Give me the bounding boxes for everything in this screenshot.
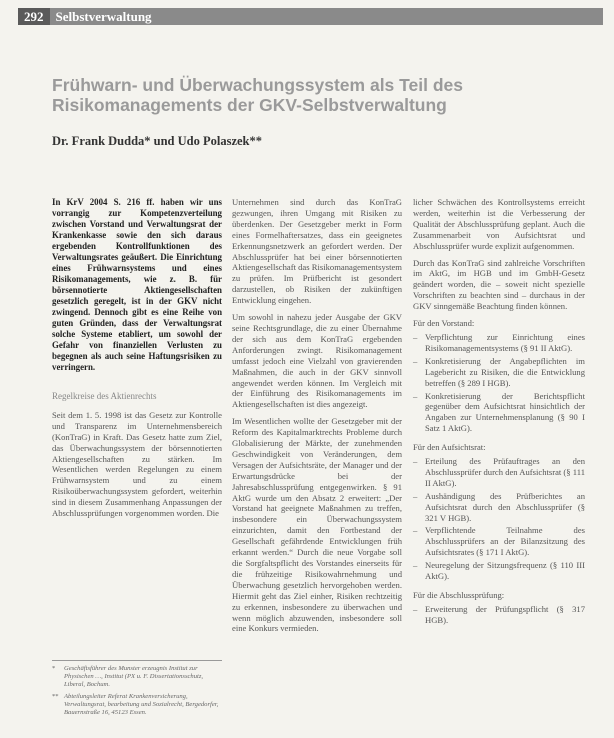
list-item: – Erweiterung der Prüfungspflicht (§ 317 HGB). bbox=[413, 604, 585, 626]
list-item: – Konkretisierung der Angabepflichten im Lagebericht zu Risiken, die die Entwicklung betreffen (§ 289 I HGB). bbox=[413, 356, 585, 389]
list-item: – Konkretisierung der Berichtspflicht gegenüber dem Aufsichtsrat hinsichtlich der Angaben zur Unternehmensplanung (§ 90 I Satz 1 AktG). bbox=[413, 391, 585, 435]
list-item: – Verpflichtung zur Einrichtung eines Risikomanagementsystems (§ 91 II AktG). bbox=[413, 332, 585, 354]
article-title: Frühwarn- und Überwachungssystem als Teil des Risikomanagements der GKV-Selbstverwaltung bbox=[52, 75, 464, 115]
list-label: Für die Abschlussprüfung: bbox=[413, 590, 505, 600]
column-3 bbox=[413, 197, 585, 634]
footnote-marker: ** bbox=[52, 692, 59, 700]
paragraph: licher Schwächen des Kontrollsystems erreicht werden, weiterhin ist die Verbesserung der Qualität der Abschlussprüfung geplant. Auch die Zusammenarbeit von Aufsichtsrat und Abschlussprüfer wurde explizit aufgenommen. bbox=[413, 197, 585, 251]
article-authors: Dr. Frank Dudda* und Udo Polaszek** bbox=[52, 134, 263, 148]
section-title: Selbstverwaltung bbox=[55, 8, 152, 24]
footnote-marker: * bbox=[52, 665, 56, 672]
list-item: – Verpflichtende Teilnahme des Abschlussprüfers an der Bilanzsitzung des Aufsichtsrates (§ 171 I AktG). bbox=[413, 525, 585, 558]
paragraph: Durch das KonTraG sind zahlreiche Vorschriften im AktG, im HGB und im GmbH-Gesetz geändert worden, die – soweit nicht spezielle Vorschriften zu beachten sind – durchaus in der GKV sinngemäße Beachtung finden können. bbox=[413, 257, 585, 312]
subheading: Regelkreise des Aktienrechts bbox=[52, 391, 157, 401]
footnote-text: Abteilungsleiter Referat Krankenversicherung, Verwaltungsrat, bearbeitung und Sozialrecht, Bergedorfer, Bauernstraße 16, 45123 Essen. bbox=[64, 692, 219, 717]
footnotes bbox=[52, 660, 222, 720]
list-item: – Neuregelung der Sitzungsfrequenz (§ 110 III AktG). bbox=[413, 560, 585, 582]
footnote bbox=[52, 693, 222, 718]
aufsichtsrat-list bbox=[413, 456, 585, 582]
footnote bbox=[52, 665, 222, 690]
running-header bbox=[18, 8, 603, 25]
list-item: – Erteilung des Prüfauftrages an den Abschlussprüfer durch den Aufsichtsrat (§ 111 II AktG). bbox=[413, 456, 585, 489]
paragraph: Unternehmen sind durch das KonTraG gezwungen, ihren Umgang mit Risiken zu überdenken. Der Gesetzgeber merkt in Form eines Formelhaftersatzes, dass ein geeignetes Erkennungsnetzwerk an gefordert werden. Der Abschlussprüfer hat bei einer börsennotierten Aktiengesellschaft das Risikomanagementsystem zu prüfen. Im Prüfbericht ist gesondert darzustellen, ob Risiken der zukünftigen Entwicklung eingehen. bbox=[232, 197, 402, 306]
abschluss-list bbox=[413, 604, 585, 626]
column-2 bbox=[232, 197, 402, 640]
page-number: 292 bbox=[18, 8, 50, 25]
paragraph: Seit dem 1. 5. 1998 ist das Gesetz zur Kontrolle und Transparenz im Unternehmensbereich (KonTraG) in Kraft. Das Gesetz hatte zum Ziel, das Überwachungssystem der börsennotierten Aktiengesellschaften zu stärken. Im Wesentlichen werden Regelungen zu einem Frühwarnsystem und zu einem Risikoüberwachungssystem gefordert, weiterhin sind in diesem Zusammenhang Anpassungen der Abschlussprüfungen vorgenommen worden. Die bbox=[52, 409, 222, 519]
paragraph: Im Wesentlichen wollte der Gesetzgeber mit der Reform des Kapitalmarktrechts Probleme durch Globalisierung der Märkte, der zunehmenden Geschwindigkeit von Veränderungen, dem Versagen der Aufsichtsräte, der Manager und der Erwartungsdrücke bei der Jahresabschlussprüfung entgegenwirken. § 91 AktG wurde um den Absatz 2 erweitert: „Der Vorstand hat geeignete Maßnahmen zu treffen, insbesondere ein Überwachungssystem einzurichten, damit den Fortbestand der Gesellschaft gefährdende Entwicklungen früh erkannt werden.“ Durch die neue Vorgabe soll die Sorgfaltspflicht des Vorstandes einerseits für die frühzeitige Risikowahrnehmung und Überwachung gesetzlich hervorgehoben werden. Hiermit geht das Ziel einher, Risiken rechtzeitig zu erkennen, insbesondere zu überwachen und wenn möglich abzuwenden, insbesondere soll eine Konkurs vermieden. bbox=[232, 416, 402, 634]
list-item: – Aushändigung des Prüfberichtes an Aufsichtsrat durch den Abschlussprüfer (§ 321 V HGB). bbox=[413, 491, 585, 524]
column-1 bbox=[52, 197, 222, 525]
paragraph: Um sowohl in nahezu jeder Ausgabe der GKV seine Rechtsgrundlage, die zu einer Übernahme der sich aus dem KonTraG ergebenden Anforderungen zwingt. Risikomanagement umfasst jedoch eine Vielzahl von gravierenden Maßnahmen, die auch in der GKV sinnvoll angewendet werden können. Im Vergleich mit der Einführung des Risikomanagements im Aktiengesellschaften ist dies angezeigt. bbox=[232, 312, 402, 410]
vorstand-list bbox=[413, 332, 585, 434]
list-label: Für den Vorstand: bbox=[413, 318, 475, 329]
footnote-text: Geschäftsführer des Munster erzeugnis Institut zur Physischen …, Institut (PX u. F. Dissertationsschutz, Liberal, Bochum. bbox=[64, 665, 204, 689]
list-label: Für den Aufsichtsrat: bbox=[413, 442, 486, 453]
abstract: In KrV 2004 S. 216 ff. haben wir uns vorrangig zur Kompetenzverteilung zwischen Vorstand und Verwaltungsrat der Krankenkasse sowie den sich daraus ergebenden Kontrollfunktionen des Verwaltungsrates geäußert. Die Einrichtung eines Frühwarnsystems und eines Risikomanagements, wie z. B. für börsennotierte Aktiengesellschaften gesetzlich geregelt, ist in der GKV nicht zwingend. Dennoch gibt es eine Reihe von guten Gründen, dass der Verwaltungsrat solche Systeme etabliert, um sowohl der Gefahr von finanziellen Verlusten zu begegnen als auch seine Haftungsrisiken zu verringern. bbox=[52, 197, 222, 372]
